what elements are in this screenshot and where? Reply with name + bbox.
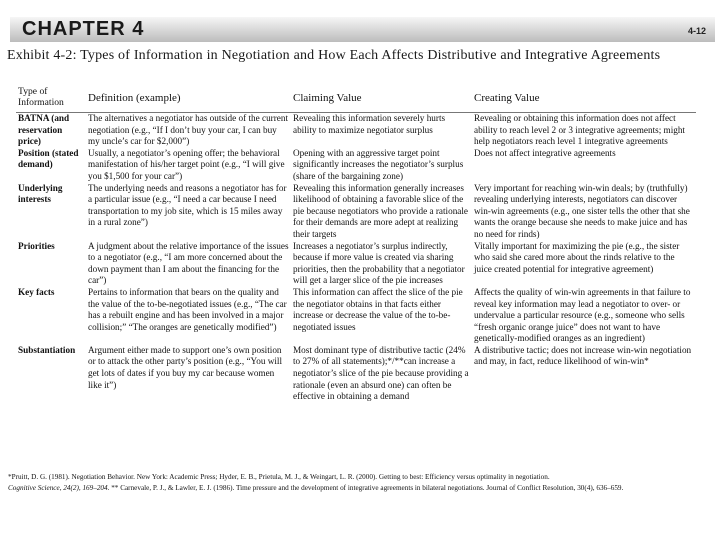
- exhibit-title: Exhibit 4-2: Types of Information in Negotiation and How Each Affects Distributive and Integrative Agreements: [7, 48, 661, 63]
- footnote-line-1: *Pruitt, D. G. (1981). Negotiation Behavior. New York: Academic Press; Hyder, E. B., Prietula, M. J., & Weingart, L. R. (2000). Getting to best: Efficiency versus optimality in negotiation.: [8, 473, 550, 481]
- row-type-position: Position (stated demand): [18, 147, 79, 170]
- row-definition: Pertains to information that bears on the quality and the value of the to-be-negotiated issues (e.g., “The car has a rebuilt engine and has been involved in a major collision;” “The oranges are genetically modified”): [88, 286, 287, 332]
- row-definition: A judgment about the relative importance of the issues to a negotiator (e.g., “I am more concerned about the down payment than I am about the financing for the car”): [88, 240, 289, 286]
- information-types-table: [16, 86, 696, 403]
- row-claiming: Opening with an aggressive target point significantly increases the negotiator’s surplus (share of the bargaining zone): [293, 147, 464, 181]
- row-type-batna: BATNA (and reservation price): [18, 113, 70, 147]
- row-creating: Revealing or obtaining this information does not affect ability to reach level 2 or 3 integrative agreements; might help negotiators reach level 1 integrative agreements: [474, 113, 685, 147]
- table-row: [16, 183, 696, 241]
- table-row: [16, 345, 696, 403]
- header-claiming-value: Claiming Value: [293, 92, 362, 104]
- table-row: [16, 287, 696, 345]
- row-creating: Vitally important for maximizing the pie (e.g., the sister who said she cared more about the rinds relative to the juice created potential for integrative agreement): [474, 240, 680, 274]
- row-type-key-facts: Key facts: [18, 286, 55, 297]
- row-creating: A distributive tactic; does not increase win-win negotiation and may, in fact, reduce likelihood of win-win*: [474, 344, 692, 367]
- row-claiming: Revealing this information severely hurts ability to maximize negotiator surplus: [293, 113, 446, 135]
- slide-header: [0, 0, 720, 44]
- page-number: 4-12: [687, 26, 706, 36]
- row-definition: The underlying needs and reasons a negotiator has for a particular issue (e.g., “I need a car because I need transportation to my job site, which is 15 miles away in a rural zone”): [88, 182, 287, 228]
- row-claiming: Increases a negotiator’s surplus indirectly, because if more value is created via sharing priorities, then the probability that a negotiator will get a larger slice of the pie increases: [293, 240, 465, 286]
- header-type-of-information: Type of Information: [18, 86, 64, 108]
- row-creating: Does not affect integrative agreements: [474, 147, 616, 158]
- row-type-underlying-interests: Underlying interests: [18, 182, 63, 205]
- row-definition: Usually, a negotiator’s opening offer; the behavioral manifestation of his/her target point (e.g., “I will give you $1,500 for your car”): [88, 147, 285, 181]
- footnote-line-2: ** Carnevale, P. J., & Lawler, E. J. (1986). Time pressure and the development of integrative agreements in bilateral negotiations. Journal of Conflict Resolution, 30(4), 636–659.: [109, 483, 624, 492]
- footnote-references: [8, 472, 714, 493]
- row-claiming: Revealing this information generally increases likelihood of obtaining a favorable slice of the pie because negotiators who provide a rationale for their demands are more adept at realizing their targets: [293, 182, 469, 239]
- row-creating: Very important for reaching win-win deals; by (truthfully) revealing underlying interests, negotiators can discover win-win agreements (e.g., one sister tells the other that she wants the orange because she needs to make juice and has no need for rinds): [474, 182, 690, 239]
- table-row: [16, 113, 696, 148]
- chapter-title: CHAPTER 4: [22, 18, 145, 40]
- header-creating-value: Creating Value: [474, 92, 540, 104]
- row-definition: Argument either made to support one’s own position or to attack the other party’s position (e.g., “You will get lots of dates if you buy my car because women like it”): [88, 344, 283, 390]
- row-claiming: This information can affect the slice of the pie the negotiator obtains in that facts either increase or decrease the value of the to-be-negotiated issues: [293, 286, 463, 332]
- row-creating: Affects the quality of win-win agreements in that failure to reveal key information may lead a negotiator to over- or undervalue a particular resource (e.g., someone who sells “fresh organic orange juice” does not want to have genetically-modified oranges as an ingredient): [474, 286, 691, 344]
- row-type-priorities: Priorities: [18, 240, 55, 251]
- table-header-row: [16, 86, 696, 113]
- row-type-substantiation: Substantiation: [18, 344, 76, 355]
- table-row: [16, 148, 696, 183]
- row-claiming: Most dominant type of distributive tactic (24% to 27% of all statements);*/**can increase a negotiator’s slice of the pie because providing a rationale (even an absurd one) can often be effective in obtaining a demand: [293, 344, 469, 402]
- row-definition: The alternatives a negotiator has outside of the current negotiation (e.g., “If I don’t buy your car, I can buy my uncle’s car for $2,000”): [88, 113, 289, 147]
- footnote-journal: Cognitive Science, 24(2), 169–204.: [8, 483, 110, 492]
- header-definition: Definition (example): [88, 92, 181, 104]
- table-row: [16, 241, 696, 287]
